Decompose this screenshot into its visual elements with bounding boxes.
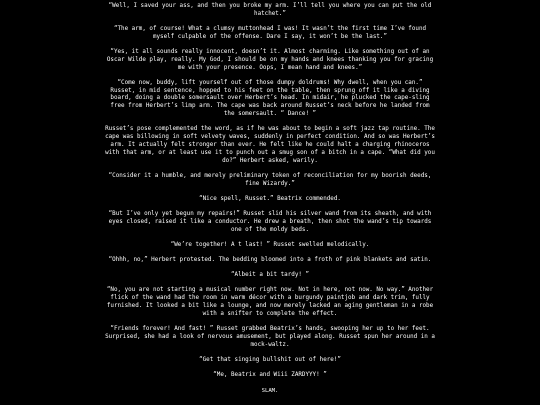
paragraph-4: “Come now, buddy, lift yourself out of those dumpy doldrums! Why dwell, when you can.” Russet, in mid sentence, hopped to his feet on the table, then sprung off it like a diving board, doing a double somersault over Herbert’s head. In midair, he plucked the cape-sling free from Herbert’s limp arm. The cape was back around Russet’s neck before he landed from the somersault. “ Dance! ” [110, 79, 430, 118]
paragraph-14: “Get that singing bullshit out of here!” [199, 357, 341, 364]
paragraph-6: “Consider it a humble, and merely preliminary token of reconciliation for my boorish deeds, fine Wizardy.” [108, 172, 432, 187]
paragraph-8: “But I’ve only yet begun my repairs!” Russet slid his silver wand from its sheath, and with eyes closed, raised it like a conductor. He drew a breath, then shot the wand’s tip towards one of the moldy beds. [108, 211, 432, 233]
trailing-line: SLAM. [261, 387, 279, 394]
paragraph-3: “Yes, it all sounds really innocent, doesn’t it. Almost charming. Like something out of an Oscar Wilde play, really. My God, I should be on my hands and knees thanking you for gracing me with your presence. Oops, I mean hand and knees.” [106, 48, 434, 71]
paragraph-12: “No, you are not starting a musical number right now. Not in here, not now. No way.” Another flick of the wand had the room in warm décor with a burgundy paintjob and dark trim, fully furnished. It looked a bit like a lounge, and now merely lacked an aging gentleman in a robe with a snifter to complete the effect. [106, 287, 434, 318]
paragraph-7: “Nice spell, Russet.” Beatrix commended. [199, 195, 341, 202]
paragraph-13: “Friends forever! And fast! ” Russet grabbed Beatrix’s hands, swooping her up to her feet. Surprised, she had a look of nervous amusement, but played along. Russet spun her around in a mock-waltz. [105, 326, 435, 349]
paragraph-9: “We’re together! A t last! ” Russet swelled melodically. [170, 241, 370, 248]
paragraph-1: “Well, I saved your ass, and then you broke my arm. I’ll tell you where you can put the old hatchet.” [108, 3, 432, 17]
paragraph-10: “Ohhh, no,” Herbert protested. The bedding bloomed into a froth of pink blankets and satin. [108, 257, 432, 264]
paragraph-15: “Me, Beatrix and Wiii ZARDYYY! ” [213, 372, 327, 379]
paragraph-2: “The arm, of course! What a clumsy muttonhead I was! It wasn’t the first time I’ve found myself culpable of the offense. Dare I say, it won’t be the last.” [113, 25, 427, 40]
paragraph-11: “Albeit a bit tardy! ” [230, 272, 310, 279]
paragraph-5: Russet’s pose complemented the word, as if he was about to begin a soft jazz tap routine. The cape was billowing in soft velvety waves, suddenly in perfect condition. And so was Herbert’s arm. It actually felt stronger than ever. He felt like he could halt a charging rhinoceros with that arm, or at least use it to punch out a smug son of a bitch in a cape. “What did you do?” Herbert asked, warily. [105, 126, 435, 164]
